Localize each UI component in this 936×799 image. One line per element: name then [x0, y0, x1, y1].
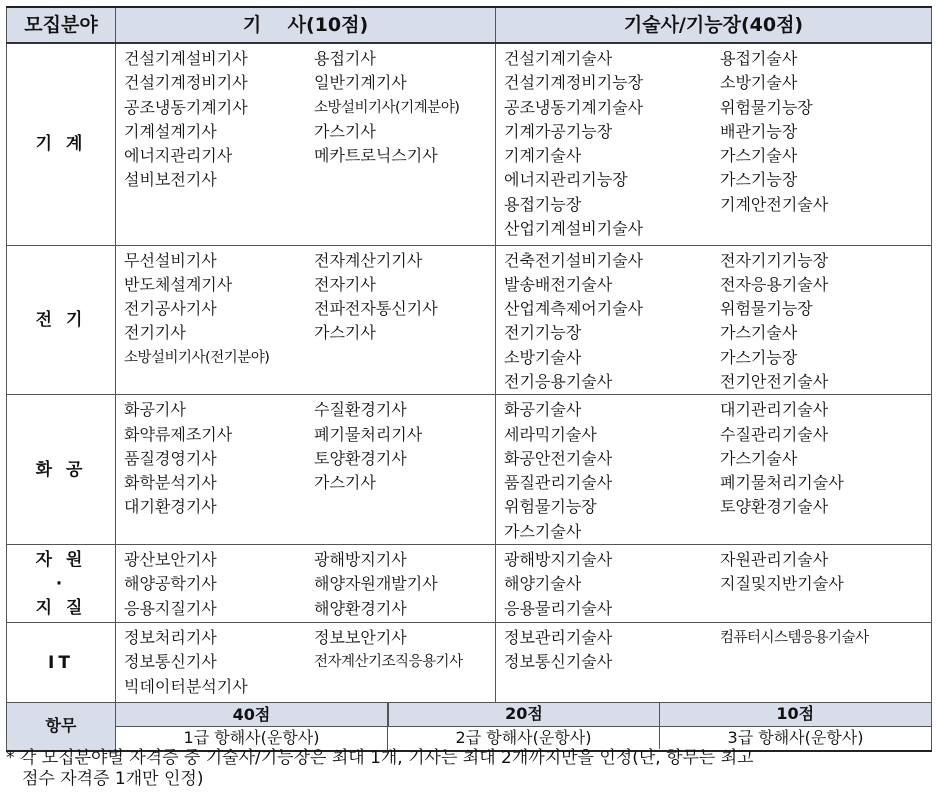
gisulsa-qualification: 기계가공기능장 [504, 121, 613, 141]
hangmu-rank-3: 3급 항해사(운항사) [727, 728, 864, 748]
gisulsa-qualification: 기계안전기술사 [720, 194, 829, 214]
hangmu-rank-2: 2급 항해사(운항사) [388, 727, 660, 749]
gisa-qualification: 해양환경기사 [314, 598, 407, 618]
gisa-qualification: 전파전자통신기사 [314, 299, 438, 319]
category-label [7, 545, 116, 623]
gisulsa-qualification: 산업계측제어기술사 [504, 299, 644, 319]
table-header-row [7, 7, 932, 43]
gisulsa-qualification: 가스기술사 [720, 323, 798, 343]
gisulsa-qualification: 전기응용기술사 [504, 371, 613, 391]
footnote-line-1: * 각 모집분야별 자격증 중 기술사/기능장은 최대 1개, 기사는 최대 2개까지만을 인정(단, 항무는 최고 [6, 748, 754, 768]
gisa-qualification: 공조냉동기계기사 [124, 97, 248, 117]
category-row [7, 545, 932, 623]
gisa-qualification: 일반기계기사 [314, 73, 407, 93]
gisulsa-qualification: 용접기능장 [504, 194, 582, 214]
category-label [7, 623, 116, 703]
gisa-cell [116, 623, 496, 703]
header-gisa: 기 사(10점) [116, 7, 496, 43]
gisulsa-qualification: 정보통신기술사 [504, 652, 613, 672]
gisa-cell [116, 395, 496, 545]
category-row [7, 245, 932, 395]
gisa-qualification: 전자계산기조직응용기사 [314, 654, 463, 671]
gisulsa-qualification: 위험물기능장 [720, 97, 813, 117]
gisa-qualification: 품질경영기사 [124, 448, 217, 468]
gisulsa-qualification: 수질관리기술사 [720, 424, 829, 444]
header-gisulsa: 기술사/기능장(40점) [496, 7, 932, 43]
gisulsa-qualification: 소방기술사 [504, 347, 582, 367]
gisulsa-qualification: 가스기술사 [720, 448, 798, 468]
gisa-qualification: 기계설계기사 [124, 121, 217, 141]
gisa-qualification: 수질환경기사 [314, 400, 407, 420]
gisulsa-qualification: 자원관리기술사 [720, 550, 829, 570]
gisulsa-qualification: 산업기계설비기술사 [504, 219, 644, 239]
gisa-qualification: 응용지질기사 [124, 598, 217, 618]
gisa-qualification: 전자기사 [314, 274, 376, 294]
gisulsa-qualification: 건축전기설비기술사 [504, 250, 644, 270]
gisa-qualification: 폐기물처리기사 [314, 424, 423, 444]
category-label-line: 전 기 [35, 309, 87, 330]
gisulsa-qualification: 전자기기기능장 [720, 250, 829, 270]
gisa-qualification: 빅데이터분석기사 [124, 676, 248, 696]
gisa-qualification: 건설기계설비기사 [124, 49, 248, 68]
footnotes [6, 748, 931, 790]
gisulsa-qualification: 응용물리기술사 [504, 598, 613, 618]
gisa-qualification: 소방설비기사(기계분야) [314, 99, 460, 116]
gisa-qualification: 해양자원개발기사 [314, 574, 438, 594]
qualification-table-container [6, 6, 931, 752]
gisa-qualification: 반도체설계기사 [124, 274, 233, 294]
gisa-qualification: 광산보안기사 [124, 550, 217, 570]
gisulsa-qualification: 전기안전기술사 [720, 371, 829, 391]
gisa-qualification: 가스기사 [314, 121, 376, 141]
gisa-qualification: 광해방지기사 [314, 550, 407, 570]
gisa-qualification: 정보처리기사 [124, 628, 217, 648]
gisa-qualification: 가스기사 [314, 323, 376, 343]
header-field: 모집분야 [7, 7, 116, 43]
gisa-cell [116, 245, 496, 395]
category-label-line: 자 원 [35, 549, 87, 570]
gisulsa-qualification: 공조냉동기계기술사 [504, 97, 644, 117]
category-row [7, 623, 932, 703]
footnote-line-2: 점수 자격증 1개만 인정) [22, 769, 204, 789]
gisulsa-cell [496, 623, 932, 703]
gisulsa-qualification: 세라믹기술사 [504, 424, 597, 444]
gisa-cell [116, 43, 496, 245]
gisulsa-qualification: 위험물기능장 [504, 497, 597, 517]
gisa-qualification: 건설기계정비기사 [124, 73, 248, 93]
gisa-qualification: 메카트로닉스기사 [314, 146, 438, 166]
category-label [7, 245, 116, 395]
gisa-qualification: 정보보안기사 [314, 628, 407, 648]
gisulsa-qualification: 소방기술사 [720, 73, 798, 93]
gisulsa-qualification: 대기관리기술사 [720, 400, 829, 420]
gisulsa-qualification: 화공기술사 [504, 400, 582, 420]
hangmu-row [7, 703, 932, 727]
hangmu-rank-row [7, 727, 932, 751]
category-label-line: IT [48, 652, 74, 673]
gisulsa-qualification: 용접기술사 [720, 49, 798, 68]
category-row [7, 395, 932, 545]
gisulsa-qualification: 전기기능장 [504, 323, 582, 343]
gisulsa-qualification: 광해방지기술사 [504, 550, 613, 570]
hangmu-points-3: 10점 [660, 703, 932, 726]
gisa-cell [116, 545, 496, 623]
hangmu-category: 항무 [7, 703, 116, 751]
gisulsa-qualification: 배관기능장 [720, 121, 798, 141]
gisulsa-qualification: 전자응용기술사 [720, 274, 829, 294]
gisulsa-qualification: 건설기계기술사 [504, 49, 613, 68]
gisulsa-qualification: 해양기술사 [504, 574, 582, 594]
gisulsa-qualification: 가스기능장 [720, 170, 798, 190]
table-body [7, 43, 932, 703]
gisa-qualification: 화약류제조기사 [124, 424, 233, 444]
gisulsa-qualification: 기계기술사 [504, 146, 582, 166]
gisa-qualification: 가스기사 [314, 473, 376, 493]
category-label-line: 지 질 [35, 597, 87, 618]
gisulsa-qualification: 지질및지반기술사 [720, 574, 844, 594]
gisa-qualification: 정보통신기사 [124, 652, 217, 672]
category-label-line: 기 계 [35, 134, 87, 155]
gisulsa-qualification: 발송배전기술사 [504, 274, 613, 294]
gisulsa-qualification: 에너지관리기능장 [504, 170, 628, 190]
gisa-qualification: 무선설비기사 [124, 250, 217, 270]
category-row [7, 43, 932, 245]
gisulsa-qualification: 화공안전기술사 [504, 448, 613, 468]
gisulsa-qualification: 품질관리기술사 [504, 473, 613, 493]
gisulsa-cell [496, 395, 932, 545]
gisa-qualification: 소방설비기사(전기분야) [124, 349, 270, 366]
hangmu-points-2: 20점 [388, 703, 660, 726]
gisa-qualification: 대기환경기사 [124, 497, 217, 517]
gisulsa-qualification: 가스기술사 [504, 521, 582, 541]
gisa-qualification: 용접기사 [314, 49, 376, 68]
category-label-line: · [55, 573, 67, 594]
gisulsa-qualification: 폐기물처리기술사 [720, 473, 844, 493]
gisa-qualification: 토양환경기사 [314, 448, 407, 468]
gisulsa-cell [496, 43, 932, 245]
gisa-qualification: 전기공사기사 [124, 299, 217, 319]
gisa-qualification: 화공기사 [124, 400, 186, 420]
gisa-qualification: 화학분석기사 [124, 473, 217, 493]
gisulsa-cell [496, 545, 932, 623]
gisulsa-qualification: 위험물기능장 [720, 299, 813, 319]
category-label [7, 395, 116, 545]
gisa-qualification: 에너지관리기사 [124, 146, 233, 166]
gisulsa-qualification: 가스기능장 [720, 347, 798, 367]
category-label [7, 43, 116, 245]
gisulsa-qualification: 토양환경기술사 [720, 497, 829, 517]
hangmu-rank-1: 1급 항해사(운항사) [116, 727, 388, 751]
qualification-table [6, 6, 932, 752]
hangmu-points-1: 40점 [116, 703, 388, 727]
category-label-line: 화 공 [35, 459, 87, 480]
gisulsa-cell [496, 245, 932, 395]
gisulsa-qualification: 건설기계정비기능장 [504, 73, 644, 93]
gisulsa-qualification: 컴퓨터시스템응용기술사 [720, 630, 869, 647]
gisulsa-qualification: 정보관리기술사 [504, 628, 613, 648]
gisa-qualification: 전자계산기기사 [314, 250, 423, 270]
gisa-qualification: 설비보전기사 [124, 170, 217, 190]
gisulsa-qualification: 가스기술사 [720, 146, 798, 166]
gisa-qualification: 해양공학기사 [124, 574, 217, 594]
gisa-qualification: 전기기사 [124, 323, 186, 343]
